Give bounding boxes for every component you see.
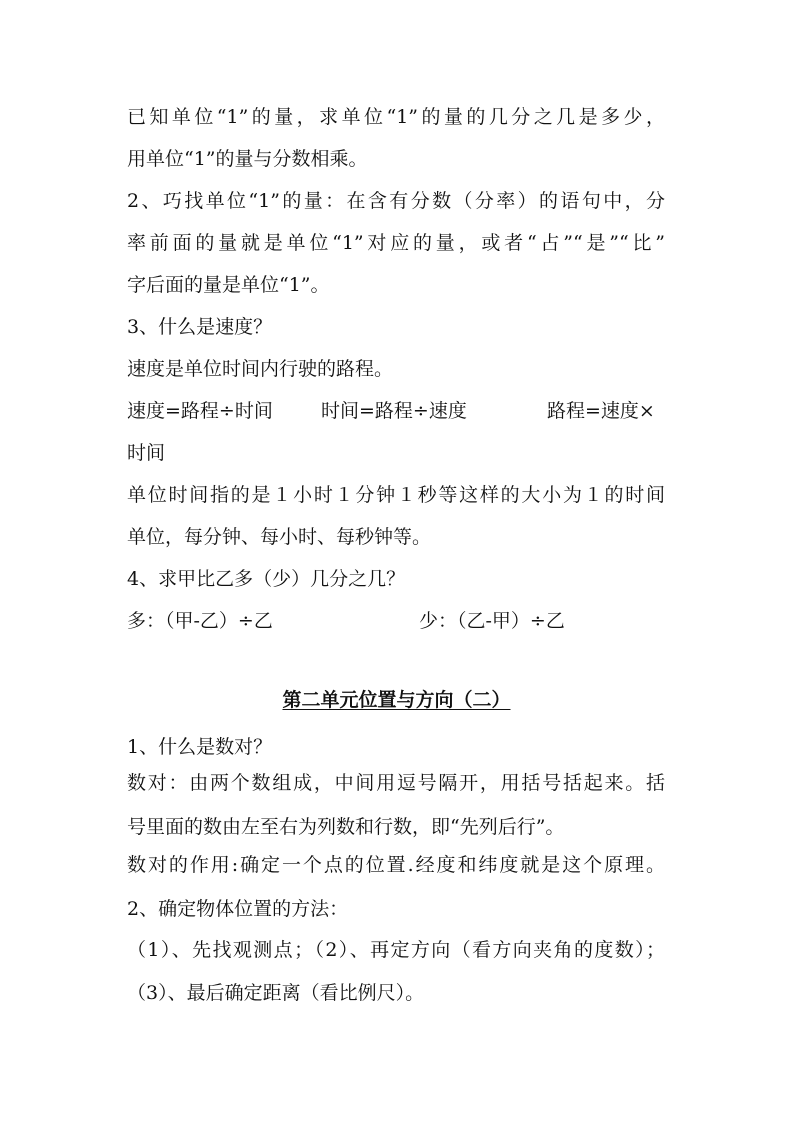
- section-title: [0, 688, 793, 712]
- text-line: 号里面的数由左至右为列数和行数，即“先列后行”。: [127, 816, 565, 838]
- distance-formula: 路程=速度×: [547, 400, 655, 422]
- text-line: （1）、先找观测点；（2）、再定方向（看方向夹角的度数）；: [127, 939, 665, 961]
- question-heading: 3、什么是速度？: [127, 316, 273, 338]
- more-formula: 多：（甲-乙）÷乙: [127, 610, 273, 632]
- question-heading: 4、求甲比乙多（少）几分之几？: [127, 568, 406, 590]
- question-heading: 1、什么是数对？: [127, 736, 273, 758]
- text-line: 数对：由两个数组成，中间用逗号隔开，用括号括起来。括: [127, 772, 665, 794]
- text-line: 数对的作用:确定一个点的位置.经度和纬度就是这个原理。: [127, 854, 665, 876]
- text-line: 已知单位“1”的量，求单位“1”的量的几分之几是多少，: [127, 106, 665, 128]
- text-line: 字后面的量是单位“1”。: [127, 274, 330, 296]
- less-formula: 少：（乙-甲）÷乙: [419, 610, 565, 632]
- text-line: 率前面的量就是单位“1”对应的量，或者“占”“是”“比”: [127, 232, 665, 254]
- speed-formula: 速度=路程÷时间: [127, 400, 273, 422]
- text-line: 2、巧找单位“1”的量：在含有分数（分率）的语句中，分: [127, 190, 665, 212]
- text-line: （3）、最后确定距离（看比例尺）。: [127, 982, 425, 1004]
- text-line: 时间: [127, 442, 166, 464]
- question-heading: 2、确定物体位置的方法：: [127, 898, 349, 920]
- text-line: 速度是单位时间内行驶的路程。: [127, 358, 394, 380]
- text-line: 单位时间指的是１小时１分钟１秒等这样的大小为１的时间: [127, 484, 665, 506]
- text-line: 单位，每分钟、每小时、每秒钟等。: [127, 526, 432, 548]
- formula-row: [127, 609, 665, 633]
- time-formula: 时间=路程÷速度: [321, 400, 467, 422]
- formula-row: [127, 399, 665, 423]
- text-line: 用单位“1”的量与分数相乘。: [127, 148, 368, 170]
- section-title-text: 第二单元位置与方向（二）: [282, 689, 511, 711]
